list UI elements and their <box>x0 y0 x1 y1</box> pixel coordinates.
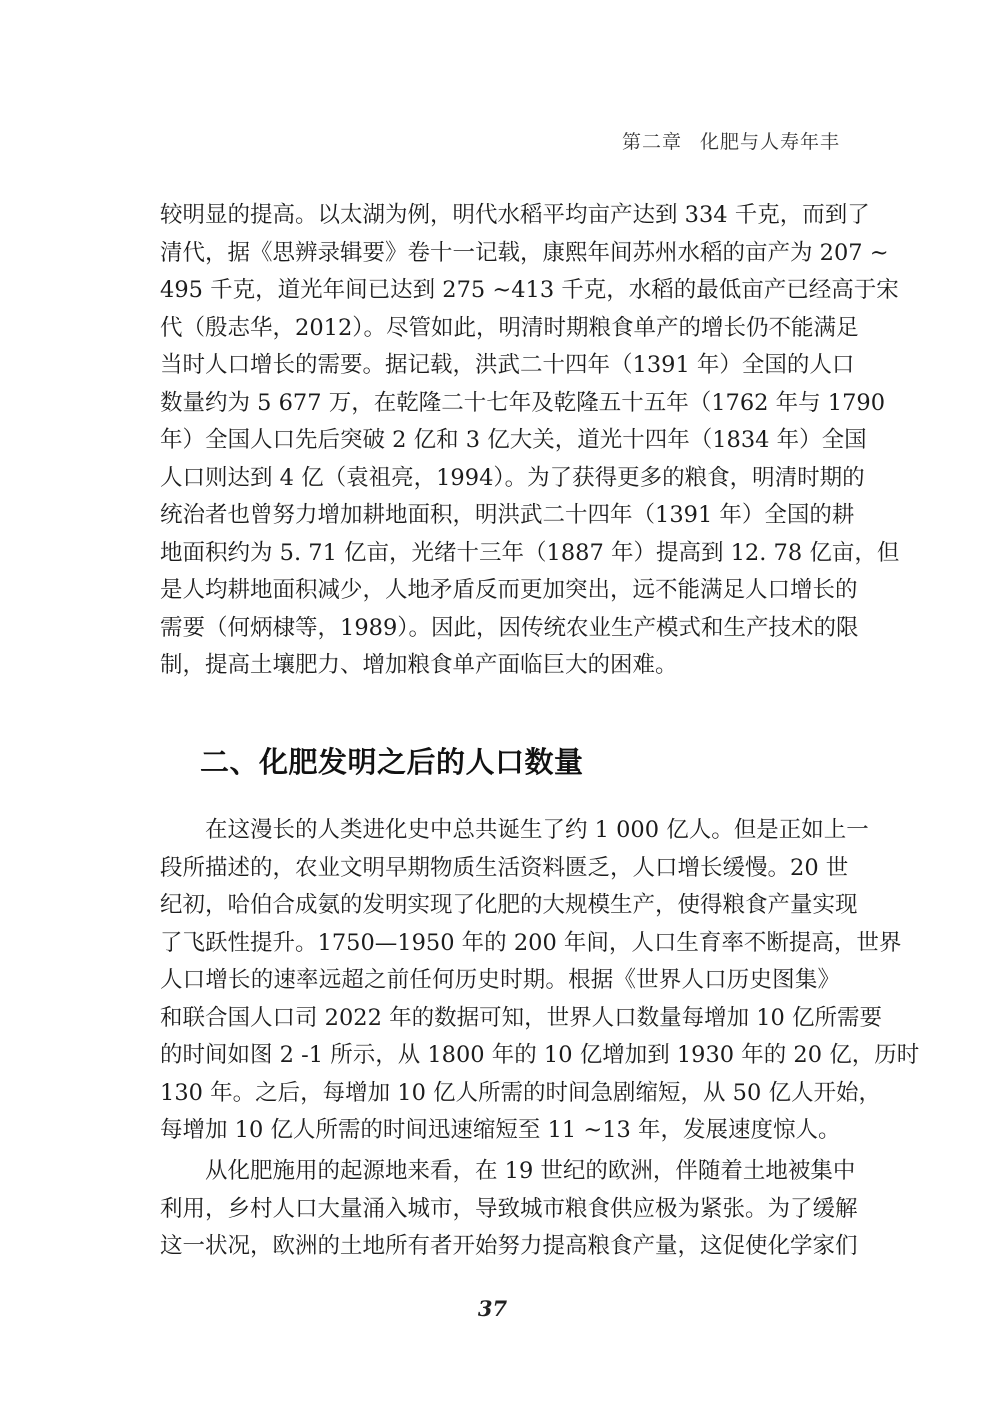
text-line: 从化肥施用的起源地来看，在 19 世纪的欧洲，伴随着土地被集中 <box>205 1158 856 1184</box>
text-line: 在这漫长的人类进化史中总共诞生了约 1 000 亿人。但是正如上一 <box>205 817 869 843</box>
page-number: 37 <box>477 1296 508 1321</box>
text-line: 130 年。之后，每增加 10 亿人所需的时间急剧缩短，从 50 亿人开始， <box>160 1079 881 1106</box>
text-line: 和联合国人口司 2022 年的数据可知，世界人口数量每增加 10 亿所需要 <box>160 1004 883 1031</box>
text-line: 利用，乡村人口大量涌入城市，导致城市粮食供应极为紧张。为了缓解 <box>160 1195 858 1222</box>
text-line: 年）全国人口先后突破 2 亿和 3 亿大关，道光十四年（1834 年）全国 <box>160 427 867 453</box>
text-line: 统治者也曾努力增加耕地面积，明洪武二十四年（1391 年）全国的耕 <box>160 502 855 528</box>
text-line: 的时间如图 2 -1 所示，从 1800 年的 10 亿增加到 1930 年的 20 亿，历时 <box>160 1042 920 1068</box>
text-line: 数量约为 5 677 万，在乾隆二十七年及乾隆五十五年（1762 年与 1790 <box>160 389 886 416</box>
text-line: 地面积约为 5. 71 亿亩，光绪十三年（1887 年）提高到 12. 78 亿亩，但 <box>160 539 900 566</box>
paragraph-1 <box>160 197 900 685</box>
chapter-number: 第二章 <box>621 131 682 153</box>
paragraph-2 <box>160 812 920 1150</box>
paragraph-3 <box>160 1153 858 1266</box>
text-line: 清代，据《思辨录辑要》卷十一记载，康熙年间苏州水稻的亩产为 207 ~ <box>160 239 889 266</box>
text-line: 人口增长的速率远超之前任何历史时期。根据《世界人口历史图集》 <box>160 967 840 993</box>
text-line: 每增加 10 亿人所需的时间迅速缩短至 11 ~13 年，发展速度惊人。 <box>160 1117 841 1143</box>
text-line: 当时人口增长的需要。据记载，洪武二十四年（1391 年）全国的人口 <box>160 352 855 378</box>
running-header <box>622 127 840 154</box>
chapter-title: 化肥与人寿年丰 <box>699 131 840 153</box>
text-line: 这一状况，欧洲的土地所有者开始努力提高粮食产量，这促使化学家们 <box>160 1233 858 1259</box>
text-line: 需要（何炳棣等，1989）。因此，因传统农业生产模式和生产技术的限 <box>160 614 859 641</box>
text-line: 纪初，哈伯合成氨的发明实现了化肥的大规模生产，使得粮食产量实现 <box>160 892 858 918</box>
text-line: 代（殷志华，2012）。尽管如此，明清时期粮食单产的增长仍不能满足 <box>160 314 859 341</box>
text-line: 495 千克，道光年间已达到 275 ~413 千克，水稻的最低亩产已经高于宋 <box>160 277 899 303</box>
text-line: 较明显的提高。以太湖为例，明代水稻平均亩产达到 334 千克，而到了 <box>160 202 870 228</box>
section-heading: 二、化肥发明之后的人口数量 <box>200 745 584 779</box>
text-line: 人口则达到 4 亿（袁祖亮，1994）。为了获得更多的粮食，明清时期的 <box>160 464 865 491</box>
text-line: 了飞跃性提升。1750—1950 年的 200 年间，人口生育率不断提高，世界 <box>160 929 902 956</box>
text-line: 段所描述的，农业文明早期物质生活资料匮乏，人口增长缓慢。20 世 <box>160 854 849 881</box>
text-line: 制，提高土壤肥力、增加粮食单产面临巨大的困难。 <box>160 652 678 678</box>
text-line: 是人均耕地面积减少，人地矛盾反而更加突出，远不能满足人口增长的 <box>160 577 858 603</box>
